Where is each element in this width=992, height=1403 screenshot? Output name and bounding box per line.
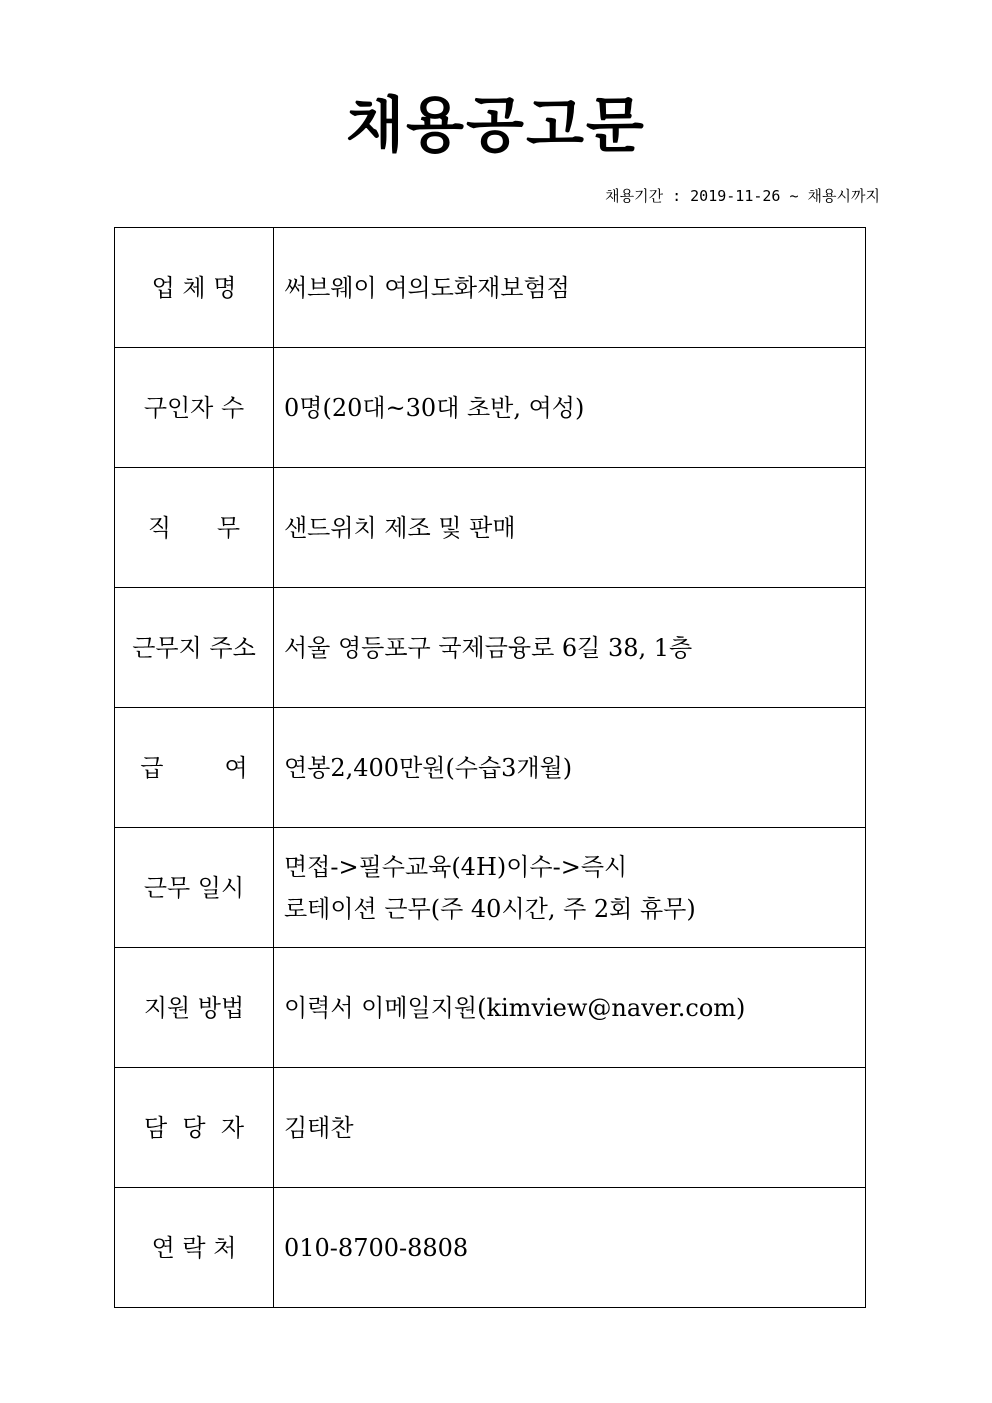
recruitment-table	[114, 227, 866, 1308]
company-name-value: 써브웨이 여의도화재보험점	[274, 228, 866, 348]
work-schedule-label: 근무 일시	[115, 828, 274, 948]
work-schedule-line-1: 면접->필수교육(4H)이수->즉시	[284, 852, 628, 881]
table-row	[115, 348, 866, 468]
phone-value: 010-8700-8808	[274, 1188, 866, 1308]
contact-person-label: 담 당 자	[115, 1068, 274, 1188]
table-row	[115, 708, 866, 828]
page-title: 채용공고문	[346, 91, 646, 161]
salary-label: 급 여	[115, 708, 274, 828]
work-address-value: 서울 영등포구 국제금융로 6길 38, 1층	[274, 588, 866, 708]
salary-value: 연봉2,400만원(수습3개월)	[274, 708, 866, 828]
table-row	[115, 948, 866, 1068]
recruitment-period: 채용기간 : 2019-11-26 ~ 채용시까지	[605, 187, 880, 205]
job-duty-value: 샌드위치 제조 및 판매	[274, 468, 866, 588]
apply-method-value: 이력서 이메일지원(kimview@naver.com)	[274, 948, 866, 1068]
contact-person-value: 김태찬	[274, 1068, 866, 1188]
apply-method-label: 지원 방법	[115, 948, 274, 1068]
headcount-label: 구인자 수	[115, 348, 274, 468]
table-row	[115, 468, 866, 588]
job-duty-label: 직 무	[115, 468, 274, 588]
table-row	[115, 1188, 866, 1308]
work-schedule-value	[274, 828, 866, 948]
table-row	[115, 588, 866, 708]
work-schedule-line-2: 로테이션 근무(주 40시간, 주 2회 휴무)	[284, 894, 696, 923]
table-row	[115, 828, 866, 948]
table-row	[115, 1068, 866, 1188]
headcount-value: 0명(20대~30대 초반, 여성)	[274, 348, 866, 468]
work-address-label: 근무지 주소	[115, 588, 274, 708]
company-name-label: 업 체 명	[115, 228, 274, 348]
table-row	[115, 228, 866, 348]
phone-label: 연 락 처	[115, 1188, 274, 1308]
